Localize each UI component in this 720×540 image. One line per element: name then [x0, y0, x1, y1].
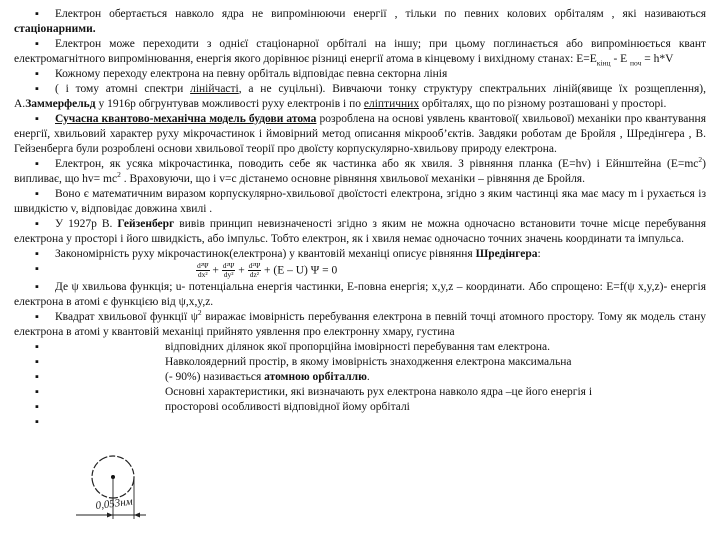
superscript-text: 2 — [117, 170, 121, 180]
text-segment: : — [537, 248, 541, 260]
square-bullet-icon: ▪ — [35, 248, 39, 260]
fraction-denominator: dx² — [197, 270, 208, 280]
square-bullet-icon: ▪ — [35, 68, 39, 80]
square-bullet-icon: ▪ — [35, 370, 39, 383]
text-segment: ) випливає, що hv= mc — [14, 158, 706, 185]
fraction — [222, 262, 236, 280]
paragraph — [14, 247, 706, 262]
document-text-body — [0, 7, 720, 430]
text-segment: . Враховуючи, що і v=c дістанемо основне рівняння хвильової механіки – рівняння де Бройля. — [120, 173, 585, 185]
text-segment: , а не суцільні). Вивчаючи тонку структуру спектральних ліній(явище їх розщеплення), А. — [14, 83, 706, 110]
text-segment: у 1916р обгрунтував можливості руху електронів і по — [95, 98, 364, 110]
fraction-numerator: d²Ψ — [197, 261, 209, 270]
plus-sign: + — [235, 264, 248, 277]
paragraph — [14, 355, 706, 370]
square-bullet-icon: ▪ — [35, 83, 39, 95]
text-segment: . — [366, 370, 370, 383]
text-segment: У 1927р В. — [55, 218, 118, 230]
paragraph — [14, 187, 706, 217]
superscript-text: 2 — [698, 155, 703, 165]
paragraph — [14, 307, 707, 340]
square-bullet-icon: ▪ — [35, 113, 39, 125]
text-segment: Електрон, як усяка мікрочастинка, поводить себе як частинка або як хвиля. З рівняння планка (Е=hv) і Ейнштейна (Е=mc — [55, 158, 699, 170]
text-segment: вивів принцип невизначеності згідно з яким не можна одночасно встановити точне місце перебування електрона у просторі і його швидкість, або імпульс. Тобто електрон, як і хвиля немає одночасно точних значень координати та імпульса. — [14, 218, 706, 245]
text-segment: атомною орбіталлю — [264, 370, 367, 383]
text-segment: Шредінгера — [475, 248, 538, 260]
square-bullet-icon: ▪ — [35, 8, 39, 20]
fraction-numerator: d²Ψ — [248, 261, 261, 270]
text-segment: розроблена на основі уявлень квантової( хвильової) механіки про квантування енергії, хвильовий характер руху мікрочастинок і ймовірний метод описання мікрооб’єктів. Завдяки роботам де Бройля , Шредінгера , В. Гейзенберга були розроблені основи хвильової теорії про двоїсту корпускулярно-хвильову природу електрона. — [14, 113, 706, 155]
paragraph — [14, 7, 706, 37]
paragraph — [14, 340, 706, 355]
text-segment: стаціонарними. — [14, 23, 96, 35]
paragraph — [14, 400, 706, 415]
text-segment: - Е — [610, 53, 631, 65]
text-segment: Основні характеристики, які визначають рух електрона навколо ядра –це його енергія і — [165, 385, 593, 398]
text-segment: орбіталях, що по різному розташовані у просторі. — [419, 98, 667, 110]
text-segment: еліптичних — [363, 98, 420, 110]
text-segment: Навколоядерний простір, в якому імовірність знаходження електрона максимальна — [165, 355, 572, 368]
fraction-numerator: d²Ψ — [222, 261, 235, 270]
text-segment: Заммерфельд — [25, 98, 96, 110]
bohr-radius-diagram — [66, 449, 181, 537]
paragraph — [14, 217, 706, 247]
square-bullet-icon: ▪ — [35, 355, 39, 368]
square-bullet-icon: ▪ — [35, 218, 39, 230]
paragraph — [14, 157, 706, 187]
paragraph — [14, 262, 706, 280]
square-bullet-icon: ▪ — [35, 280, 39, 293]
subscript-text: кінц — [596, 58, 611, 68]
fraction — [196, 262, 210, 280]
paragraph — [14, 112, 706, 157]
square-bullet-icon: ▪ — [35, 158, 39, 170]
square-bullet-icon: ▪ — [35, 310, 39, 323]
text-segment: ( і тому атомні спектри — [55, 83, 191, 95]
text-segment: просторові особливості відповідної йому орбіталі — [165, 400, 410, 413]
text-segment: = h*V — [641, 53, 674, 65]
text-segment: Де ψ хвильова функція; u- потенціальна енергія частинки, Е-повна енергія; x,y,z – координати. Або спрощено: Е=f(ψ x,y,z)- енергія електрона в атомі є функцією від ψ,x,y,z. — [14, 280, 706, 308]
text-segment: лінійчасті — [190, 83, 239, 95]
square-bullet-icon: ▪ — [35, 415, 39, 428]
dimension-arrow-right — [134, 513, 140, 518]
text-segment: Воно є математичним виразом корпускулярно-хвильової двоїстості електрона, згідно з яким частинці яка має масу m і рухається із швидкістю v, відповідає довжина хвилі . — [14, 188, 706, 215]
fraction-denominator: dy² — [223, 270, 234, 280]
fraction-denominator: dz² — [249, 270, 260, 280]
text-segment: Гейзенберг — [117, 218, 175, 230]
square-bullet-icon: ▪ — [35, 385, 39, 398]
text-segment: Електрон обертається навколо ядра не випромінюючи енергії , тільки по певних колових орбіталям , які називаються — [55, 8, 706, 20]
square-bullet-icon: ▪ — [35, 400, 39, 413]
square-bullet-icon: ▪ — [35, 263, 39, 275]
paragraph — [14, 385, 706, 400]
subscript-text: поч — [630, 58, 642, 68]
paragraph — [14, 37, 706, 67]
paragraph — [14, 82, 706, 112]
square-bullet-icon: ▪ — [35, 340, 39, 353]
text-segment: Квадрат хвильової функції ψ — [55, 310, 198, 323]
superscript-text: 2 — [197, 307, 202, 317]
text-segment: (- 90%) називається — [165, 370, 265, 383]
equation-tail: + (Е – U) Ψ = 0 — [261, 264, 338, 277]
text-segment: Закономірність руху мікрочастинок(електрона) у квантовій механіці описує рівняння — [55, 248, 476, 260]
plus-sign: + — [209, 264, 222, 277]
paragraph — [14, 370, 706, 385]
fraction — [248, 262, 262, 280]
text-segment: Кожному переходу електрона на певну орбіталь відповідає певна секторна лінія — [55, 68, 448, 80]
square-bullet-icon: ▪ — [35, 38, 39, 50]
dimension-arrow-left — [107, 513, 113, 518]
square-bullet-icon: ▪ — [35, 188, 39, 200]
text-segment: виражає імовірність перебування електрона в певній точці атомного простору. Тому як модель стану електрона в атомі у квантовій механіці прийнято уявлення про електронну хмару, густина — [14, 310, 707, 338]
text-segment: Електрон може переходити з однієї стаціонарної орбіталі на іншу; при цьому поглинається або випромінюється квант електромагнітного випромінювання, енергія якого дорівнює різниці енергії атома в кінцевому і вихідному станах: Е=Е — [14, 38, 706, 65]
text-segment: відповідних ділянок якої пропорційна імовірності перебування там електрона. — [165, 340, 551, 353]
paragraph — [14, 280, 706, 310]
paragraph — [14, 67, 706, 82]
radius-label: 0,053нм — [94, 495, 134, 512]
text-segment: Сучасна квантово-механічна модель будови атома — [55, 113, 317, 125]
paragraph — [14, 415, 706, 430]
